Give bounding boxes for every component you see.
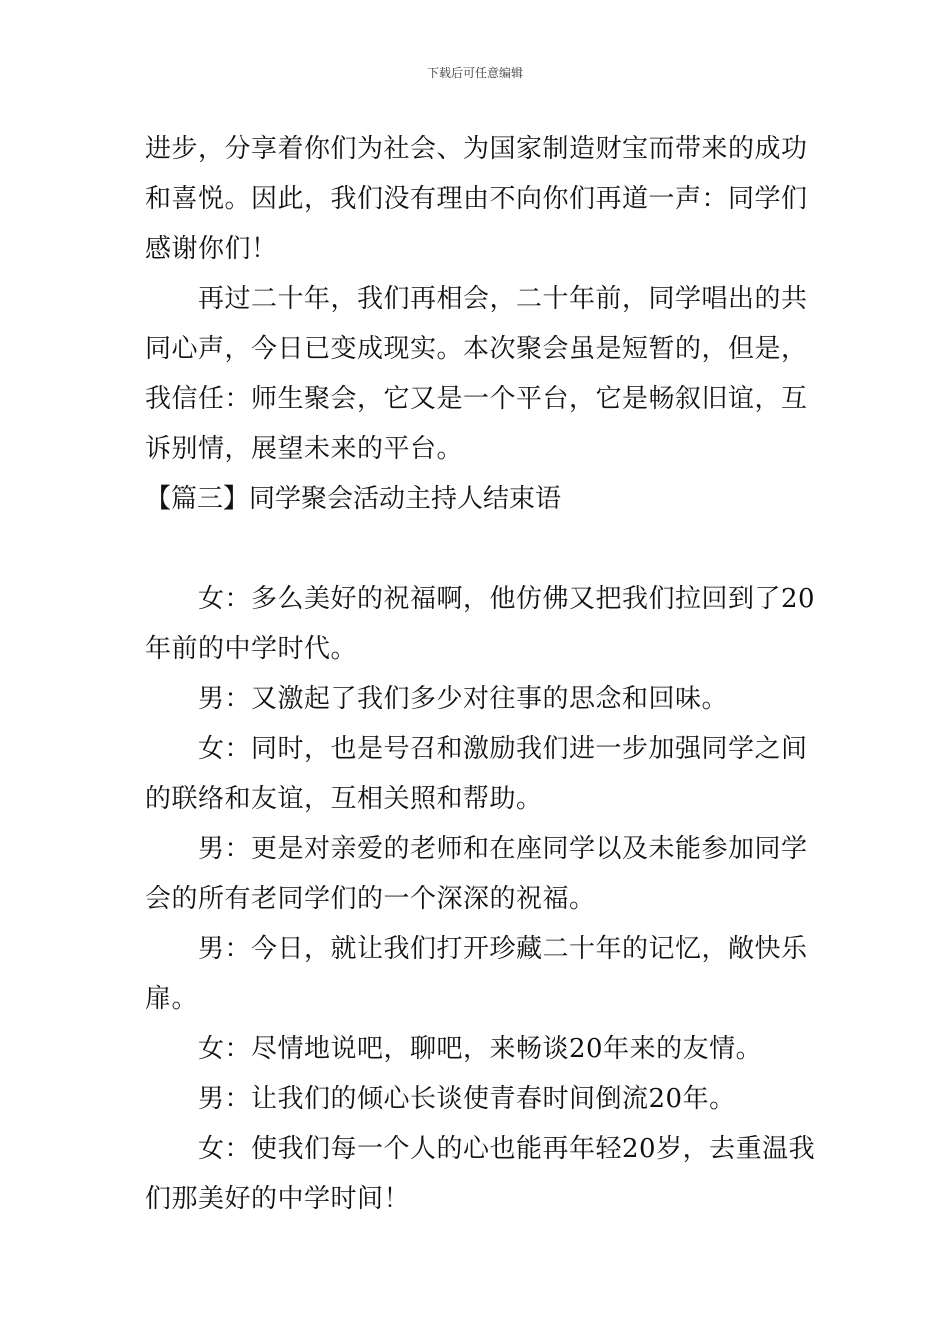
text-line: 感谢你们！ [145, 234, 278, 264]
text-line: 男：更是对亲爱的老师和在座同学以及未能参加同学 [198, 834, 808, 864]
text-line: 们那美好的中学时间！ [145, 1184, 411, 1214]
dialogue-line [145, 1074, 810, 1124]
text-line: 再过二十年，我们再相会，二十年前，同学唱出的共 [198, 284, 808, 314]
blank-line [145, 524, 810, 574]
text-line: 和喜悦。因此，我们没有理由不向你们再道一声：同学们 [145, 184, 808, 214]
text-line: 女：多么美好的祝福啊，他仿佛又把我们拉回到了20 [198, 584, 816, 614]
text-line: 会的所有老同学们的一个深深的祝福。 [145, 884, 596, 914]
text-line: 扉。 [145, 984, 199, 1014]
page-header: 下载后可任意编辑 [426, 66, 523, 80]
paragraph [145, 274, 810, 474]
dialogue-line [145, 574, 816, 674]
section-title: 【篇三】同学聚会活动主持人结束语 [145, 484, 562, 514]
text-line: 男：今日，就让我们打开珍藏二十年的记忆，敞快乐 [198, 934, 808, 964]
text-line: 男：又激起了我们多少对往事的思念和回味。 [198, 684, 729, 714]
text-line: 女：尽情地说吧，聊吧，来畅谈20年来的友情。 [198, 1034, 763, 1064]
dialogue-line [145, 1124, 816, 1224]
text-line: 诉别情，展望未来的平台。 [145, 434, 464, 464]
dialogue-line [145, 824, 810, 924]
document-body [145, 124, 816, 1224]
text-line: 我信任：师生聚会，它又是一个平台，它是畅叙旧谊，互 [145, 384, 808, 414]
text-line: 女：同时，也是号召和激励我们进一步加强同学之间 [198, 734, 808, 764]
text-line: 同心声，今日已变成现实。本次聚会虽是短暂的，但是， [145, 334, 808, 364]
dialogue-line [145, 924, 810, 1024]
dialogue-line [145, 1024, 810, 1074]
text-line: 年前的中学时代。 [145, 634, 358, 664]
text-line: 男：让我们的倾心长谈使青春时间倒流20年。 [198, 1084, 736, 1114]
dialogue-line [145, 674, 810, 724]
paragraph [145, 124, 810, 274]
dialogue-line [145, 724, 810, 824]
text-line: 的联络和友谊，互相关照和帮助。 [145, 784, 543, 814]
text-line: 女：使我们每一个人的心也能再年轻20岁，去重温我 [198, 1134, 816, 1164]
text-line: 进步，分享着你们为社会、为国家制造财宝而带来的成功 [145, 134, 808, 164]
